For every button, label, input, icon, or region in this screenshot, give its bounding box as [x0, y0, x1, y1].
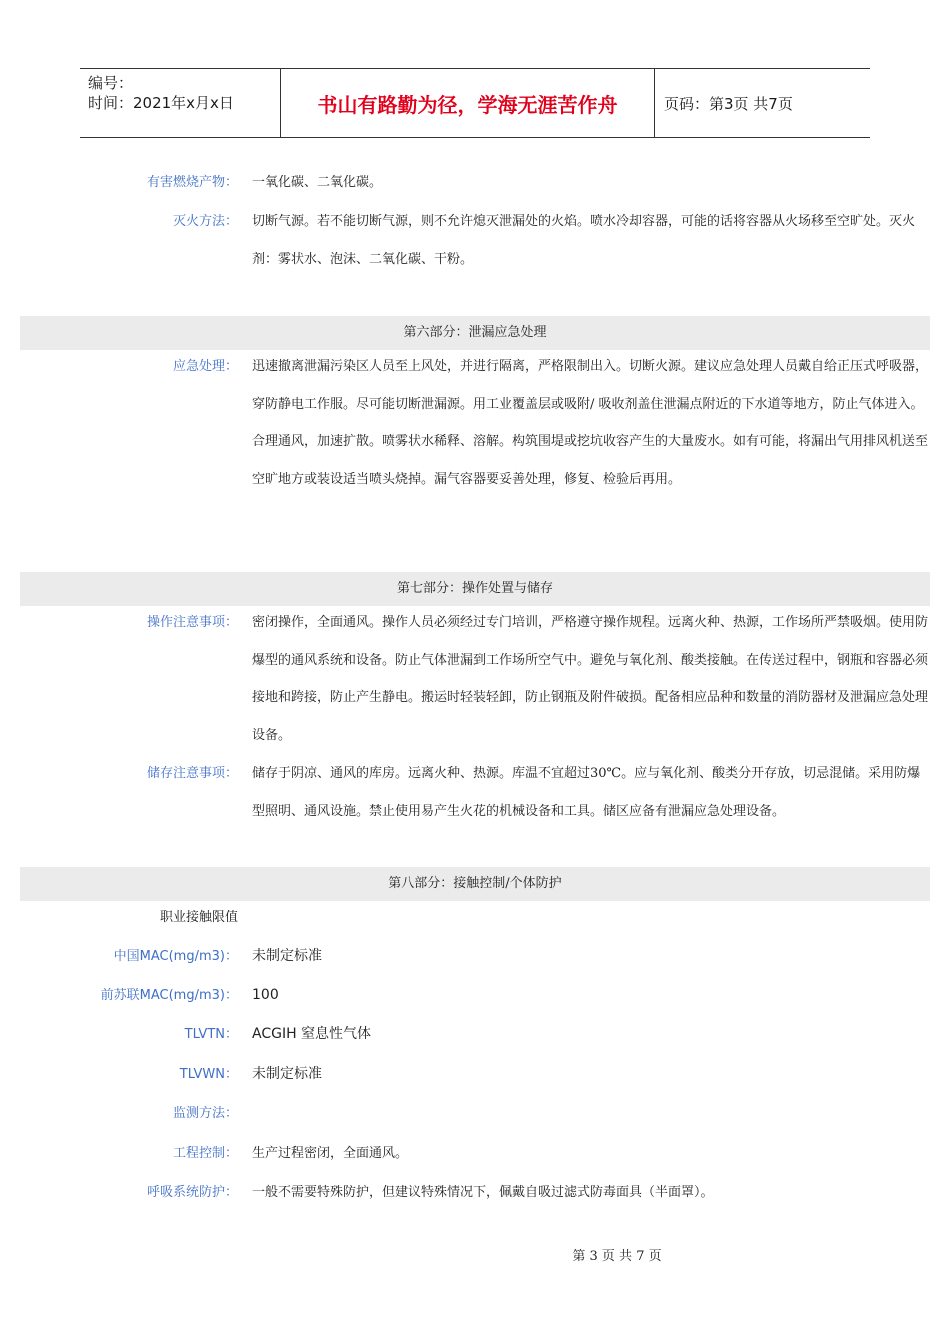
emergency-text: 迅速撤离泄漏污染区人员至上风处，并进行隔离，严格限制出入。切断火源。建议应急处理人员戴自给正压式呼吸器，穿防静电工作服。尽可能切断泄漏源。用工业覆盖层或吸附/ 吸收剂盖住泄漏点附近的下水道等地方，防止气体进入。合理通风，加速扩散。喷雾状水稀释、溶解。构筑围堤或挖坑收容产生的大量废水。如有可能，将漏出气用排风机送至空旷地方或装设适当喷头烧掉。漏气容器要妥善处理，修复、检验后再用。 — [252, 359, 929, 487]
extinguish-label: 灭火方法： — [172, 214, 238, 229]
header-motto-cell — [281, 69, 655, 137]
section6-title: 第六部分：泄漏应急处理 — [20, 316, 930, 350]
respiratory-label: 呼吸系统防护： — [146, 1185, 238, 1200]
respiratory-value: 一般不需要特殊防护，但建议特殊情况下，佩戴自吸过滤式防毒面具（半面罩）。 — [252, 1185, 714, 1200]
tlvwn-label: TLVWN： — [179, 1067, 238, 1082]
motto-text: 书山有路勤为径，学海无涯苦作舟 — [317, 92, 618, 117]
tlvtn-value: ACGIH 窒息性气体 — [252, 1026, 372, 1042]
tlvtn-label: TLVTN： — [184, 1027, 238, 1042]
document-header — [80, 68, 870, 138]
section7-title: 第七部分：操作处置与储存 — [20, 572, 930, 606]
header-meta-cell — [80, 69, 281, 137]
engineering-label: 工程控制： — [172, 1146, 238, 1161]
page-footer: 第 3 页 共 7 页 — [572, 1249, 662, 1264]
china-mac-value: 未制定标准 — [252, 948, 322, 964]
time-label: 时间：2021年x月x日 — [88, 94, 234, 112]
ussr-mac-label: 前苏联MAC(mg/m3)： — [100, 988, 238, 1003]
page-info: 页码：第3页 共7页 — [664, 94, 793, 113]
engineering-value: 生产过程密闭，全面通风。 — [252, 1146, 409, 1161]
section8-title: 第八部分：接触控制/个体防护 — [20, 867, 930, 901]
operation-label: 操作注意事项： — [146, 615, 238, 630]
emergency-label: 应急处理： — [172, 359, 238, 374]
tlvwn-value: 未制定标准 — [252, 1066, 322, 1082]
storage-label: 储存注意事项： — [146, 766, 238, 781]
ussr-mac-value: 100 — [252, 987, 279, 1003]
china-mac-label: 中国MAC(mg/m3)： — [113, 949, 238, 964]
storage-text: 储存于阴凉、通风的库房。远离火种、热源。库温不宜超过30℃。应与氧化剂、酸类分开存放，切忌混储。采用防爆型照明、通风设施。禁止使用易产生火花的机械设备和工具。储区应备有泄漏应急处理设备。 — [252, 766, 921, 819]
extinguish-text: 切断气源。若不能切断气源，则不允许熄灭泄漏处的火焰。喷水冷却容器，可能的话将容器从火场移至空旷处。灭火剂：雾状水、泡沫、二氧化碳、干粉。 — [252, 214, 916, 267]
combustion-label: 有害燃烧产物： — [146, 175, 238, 190]
header-page-cell — [655, 69, 870, 137]
limit-heading: 职业接触限值 — [159, 910, 238, 925]
operation-text: 密闭操作，全面通风。操作人员必须经过专门培训，严格遵守操作规程。远离火种、热源，工作场所严禁吸烟。使用防爆型的通风系统和设备。防止气体泄漏到工作场所空气中。避免与氧化剂、酸类接触。在传送过程中，钢瓶和容器必须接地和跨接，防止产生静电。搬运时轻装轻卸，防止钢瓶及附件破损。配备相应品种和数量的消防器材及泄漏应急处理设备。 — [252, 615, 929, 743]
combustion-text: 一氧化碳、二氧化碳。 — [252, 175, 383, 190]
number-label: 编号： — [88, 74, 134, 92]
monitor-label: 监测方法： — [172, 1106, 238, 1121]
